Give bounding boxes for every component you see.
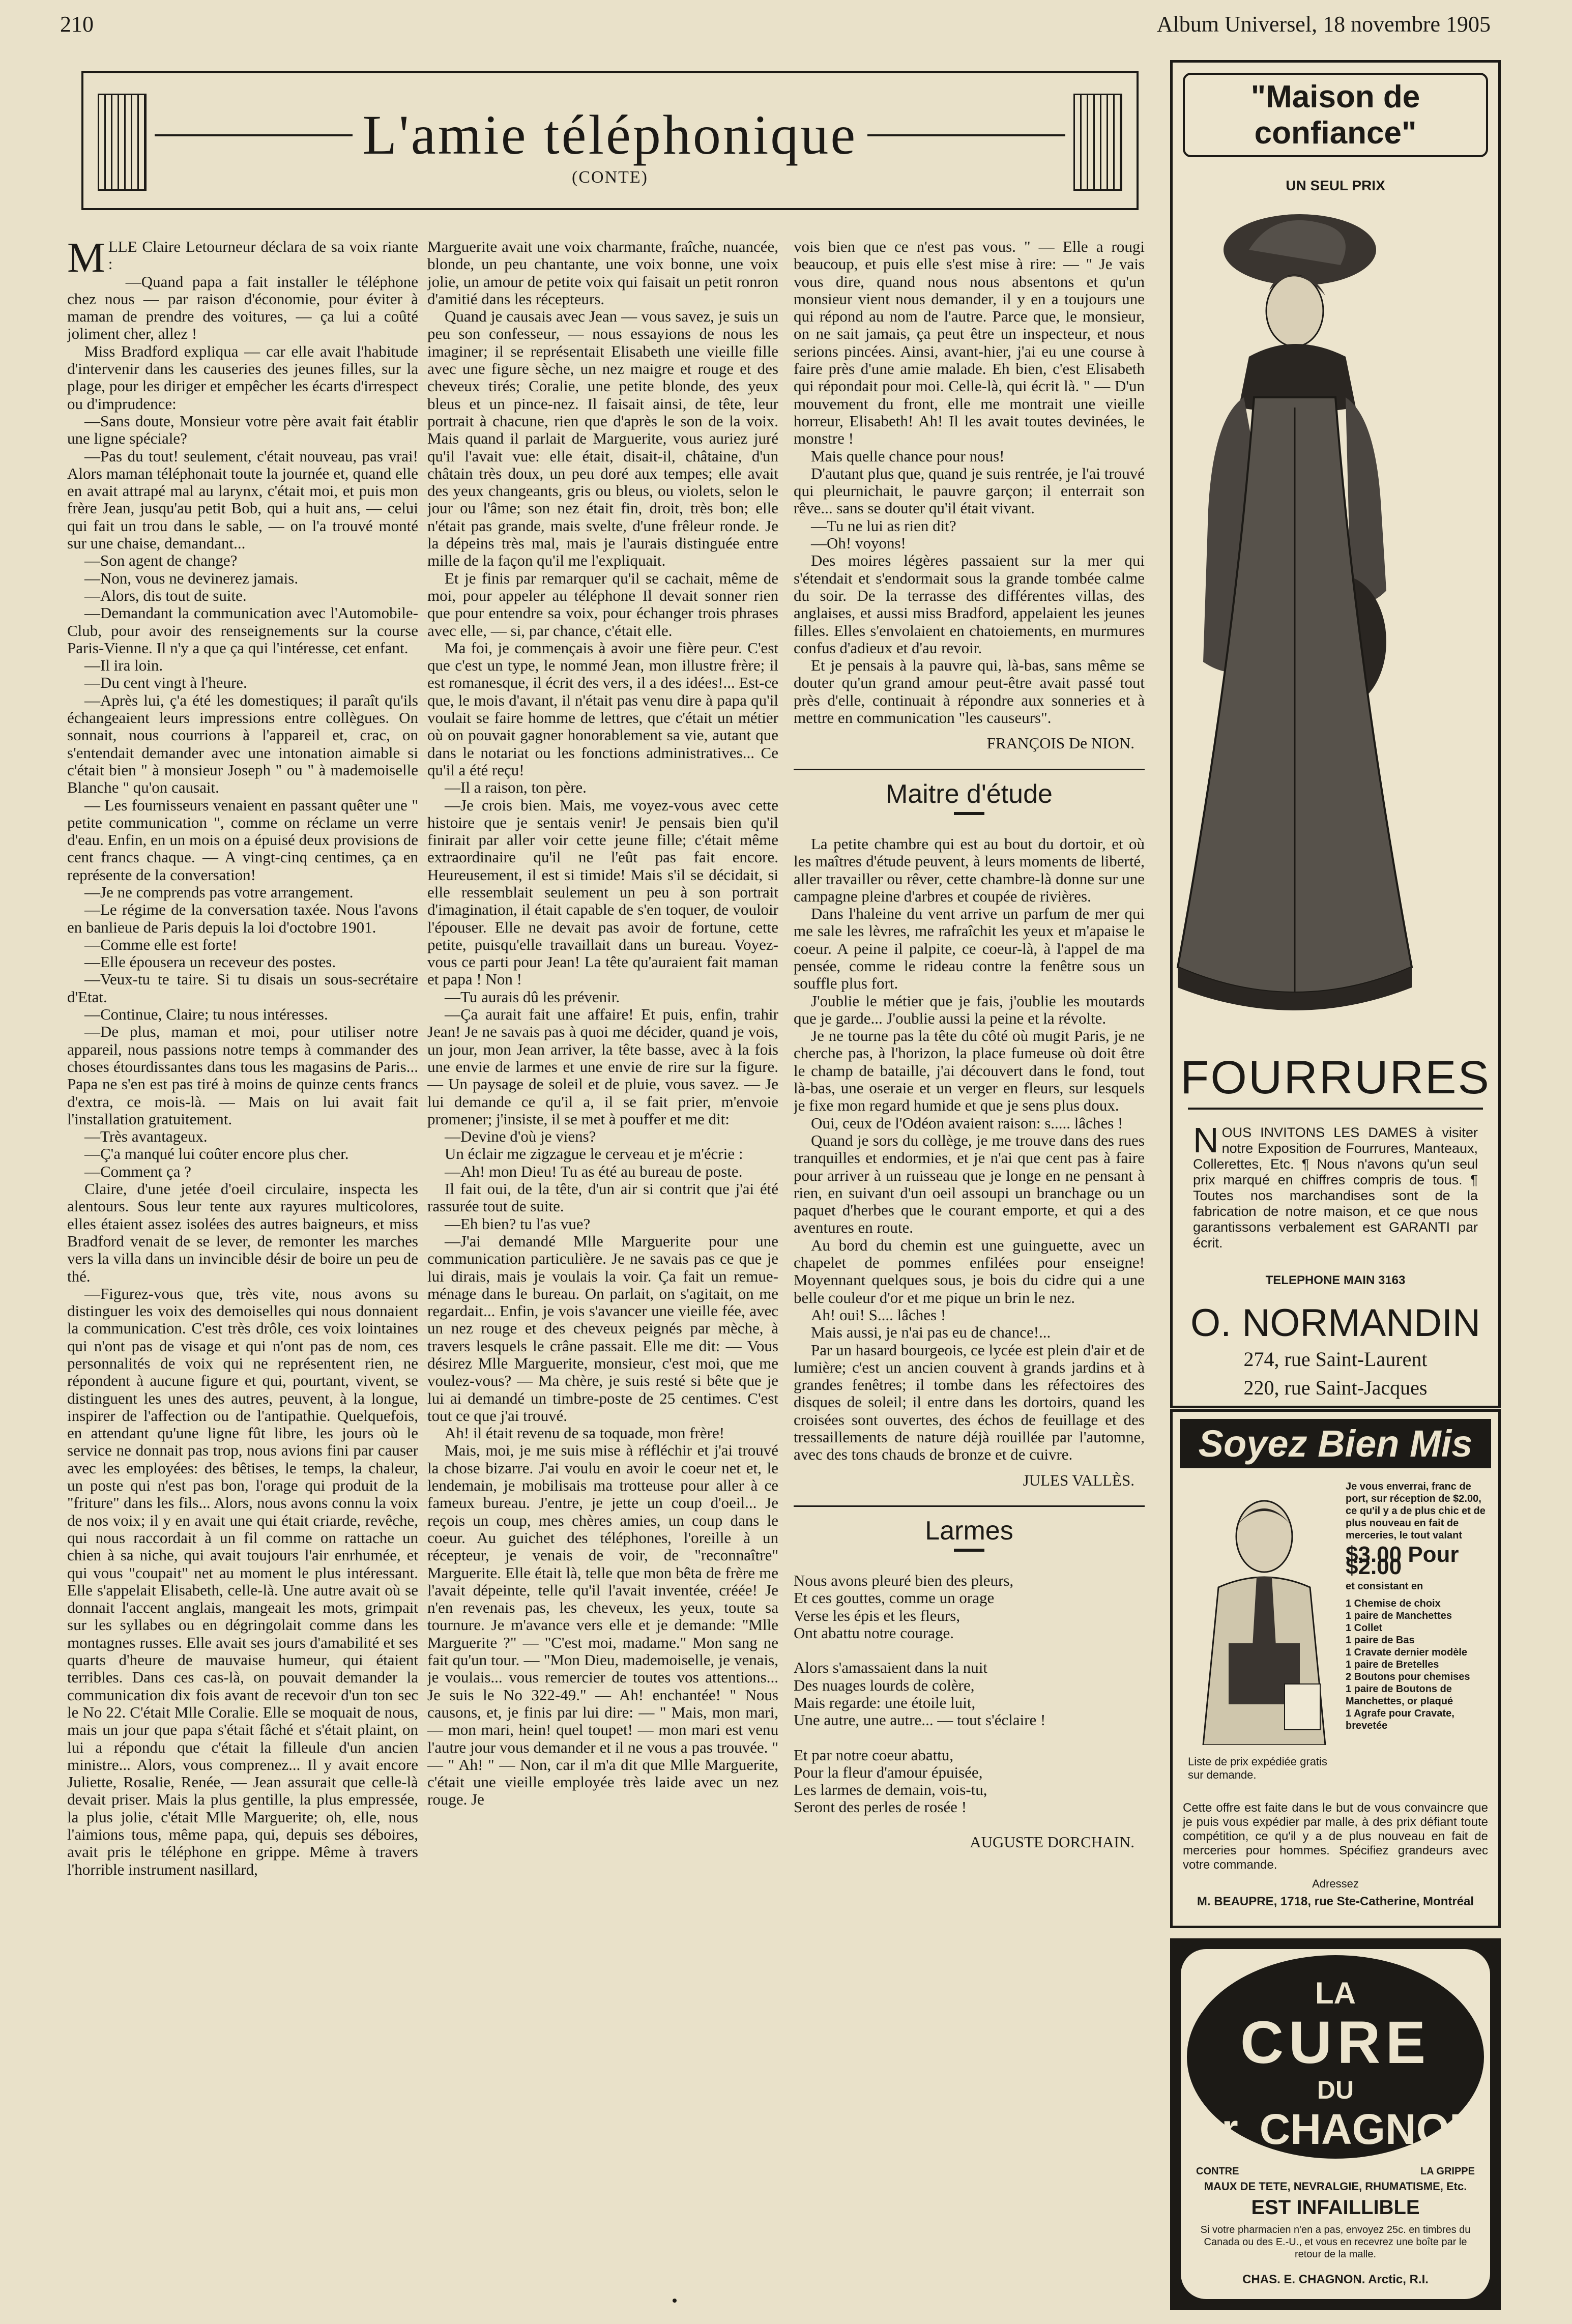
- larmes-title: Larmes: [925, 1516, 1013, 1546]
- poem-line: Seront des perles de rosée !: [794, 1798, 967, 1816]
- ad-telephone: TELEPHONE MAIN 3163: [1265, 1273, 1406, 1287]
- paragraph: —Demandant la communication avec l'Automobile-Club, pour avoir des renseignements sur la course Paris-Vienne. Il n'y a que ça qui l'intéresse, cet enfant.: [67, 604, 418, 657]
- ad-drop-cap: N: [1193, 1120, 1219, 1160]
- poem-line: Nous avons pleuré bien des pleurs,: [794, 1572, 1014, 1590]
- paragraph: Claire, d'une jetée d'oeil circulaire, inspecta les alentours. Sous leur tente aux rayures multicolores, elles étaient assez isolées des autres baigneurs, et miss Bradford venait de se lever, de remonter les marches vers la villa dans un invincible désir de boire un peu de thé.: [67, 1180, 418, 1285]
- paragraph: —Devine d'où je viens?: [445, 1127, 596, 1146]
- paragraph: —Figurez-vous que, très vite, nous avons su distinguer les voix des demoiselles qui nous donnaient la communication. C'est très drôle, ces voix lointaines qui n'ont pas de visage et qui n'ont pas de nom, ces personnalités de voix qui ne représentent rien, ne répondent à aucune figure et qui, pourtant, vivent, se distinguent les unes des autres, peuvent, à la longue, inspirer de l'affection ou de l'antipathie. Quelquefois, en attendant qu'une ligne fût libre, les jours où le service ne donnait pas trop, nous avions fini par causer avec les employées: des bêtises, le temps, la chaleur, un poste qui n'est pas bon, l'orage qui produit de la "friture" dans les fils... Alors, nous avons connu la voix de nos voix; il y en avait une qui était criarde, revêche, qui nous raccordait à un fil comme on rattache un chien à sa niche, qui avait toujours l'air enrhumée, et qui vous "coupait" net au moment le plus intéressant. Elle s'appelait Elisabeth, celle-là. Une autre avait où se donnait l'accent anglais, mangeait les mots, grimpait sur les syllabes ou en dégringolait comme dans les montagnes russes. Elle avait ses jours d'amabilité et ses quarts d'heure de mauvaise humeur, qui étaient terribles. Dans ces cas-là, on pouvait demander la communication dix fois avant de recevoir d'un ton sec le No 22. C'était Mlle Coralie. Elle se moquait de nous, mais un jour que papa s'était fâché et s'était plaint, on lui a répondu que c'était la filleule d'un ancien ministre... Alors, vous comprenez... Il y avait encore Juliette, Rosalie, Renée, — Jean assurait que celle-là devait priser. Mais la plus gentille, la plus empressée, la plus jolie, c'était Mlle Marguerite; oh, elle, nous l'aimions tous, même papa, qui, depuis ses déboires, avait pris le téléphone en grippe. Même à travers l'horrible instrument nasillard,: [67, 1284, 418, 1878]
- ad-price-line: UN SEUL PRIX: [1286, 178, 1385, 193]
- paragraph: —Pas du tout! seulement, c'était nouveau, pas vrai! Alors maman téléphonait toute la journée et, quand elle en avait attrapé mal au larynx, c'était moi, et puis mon frère Jean, jusqu'au petit Bob, qui a huit ans, — celui qui fait un trou dans le sable, — on l'a trouvé monté sur une chaise, demandant...: [67, 447, 418, 553]
- paragraph: Marguerite avait une voix charmante, fraîche, nuancée, blonde, un peu chantante, une voix bonne, une voix jolie, un amour de petite voix qui faisait un petit ronron d'amitié dans les récepteurs.: [427, 238, 778, 308]
- paragraph: —Il ira loin.: [84, 656, 163, 675]
- ad-oval-banner: [1187, 1955, 1484, 2159]
- column-3: [794, 238, 1145, 2273]
- ad-list-item: 1 paire de Manchettes: [1346, 1610, 1452, 1621]
- paragraph: Au bord du chemin est une guinguette, avec un chapelet de pommes enfilées pour enseigne! Moyennant quelques sous, je bois du cidre qui a une belle couleur d'or et me pique un brin le nez.: [794, 1236, 1145, 1306]
- paragraph: Ma foi, je commençais à avoir une fière peur. C'est que c'est un type, le nommé Jean, mon illustre frère; il est romanesque, il écrit des vers, il a des idées!... Est-ce que, le mois d'avant, il n'était pas venu dire à papa qu'il voulait se faire homme de lettres, que c'était un métier où on pouvait gagner honorablement sa vie, autant que dans le notariat ou les fonctions administratives... Ce qu'il a été reçu!: [427, 638, 778, 779]
- ad-du: DU: [1317, 2076, 1354, 2104]
- poem-stanza: [794, 1659, 1145, 1729]
- larmes-poem: [794, 1572, 1145, 1816]
- paragraph: —Je crois bien. Mais, me voyez-vous avec cette histoire que je sentais venir! Je pensais bien qu'il finirait par aller voir cette jeune fille; c'était même extraordinaire qu'il ne l'eût pas fait encore. Heureusement, il est si timide! Mais s'il se décidait, si elle ressemblait seulement un peu à son portrait d'imagination, il était capable de s'en toquer, de vouloir l'épouser. Elle ne devait pas avoir de fortune, cette petite, puisqu'elle travaillait dans un bureau. Voyez-vous ce parti pour Jean! La tête qu'auraient fait maman et papa ! Non !: [427, 796, 778, 989]
- ad-consist: et consistant en: [1346, 1581, 1423, 1592]
- poem-line: Alors s'amassaient dans la nuit: [794, 1659, 987, 1677]
- article-title: L'amie téléphonique: [353, 104, 867, 166]
- paragraph-text: LLE Claire Letourneur déclara de sa voix riante :: [108, 238, 418, 273]
- poem-line: Mais regarde: une étoile luit,: [794, 1693, 976, 1711]
- paragraph: —Comme elle est forte!: [84, 935, 238, 953]
- paragraph: Quand je sors du collège, je me trouve dans des rues tranquilles et endormies, et je n'ai que cent pas à faire pour arriver à un ruisseau que je longe en ne pensant à rien, en suivant d'un oeil assoupi un branchage ou un paquet d'herbes que le courant emporte, et qui a des aventures en route.: [794, 1131, 1145, 1237]
- ad-heading: "Maison de confiance": [1183, 73, 1488, 157]
- paragraph: Ah! oui! S.... lâches !: [811, 1305, 946, 1324]
- cure-chagnon-advertisement: [1170, 1938, 1501, 2310]
- man-portrait-illustration: [1188, 1491, 1341, 1745]
- paragraph: Il fait oui, de la tête, d'un air si contrit que j'ai été rassurée tout de suite.: [427, 1180, 778, 1215]
- paragraph: —Veux-tu te taire. Si tu disais un sous-secrétaire d'Etat.: [67, 970, 418, 1006]
- ad-cure: CURE: [1240, 2009, 1431, 2076]
- poem-line: Et par notre coeur abattu,: [794, 1746, 954, 1764]
- paragraph: vois bien que ce n'est pas vous. " — Elle a rougi beaucoup, et puis elle s'est mise à rire: — " Je vais vous dire, quand nous nous absentons et qu'un monsieur vient nous demander, il y en a toujours une qui répond au nom de l'autre. Parce que, le monsieur, on ne sait jamais, ça peut être un inspecteur, et nous serions pincées. Ainsi, avant-hier, j'ai eu une course à faire près d'une amie malade. Eh bien, c'est Elisabeth qui répondait pour moi. Celle-là, qui écrit là. " — D'un mouvement du front, elle me montrait une vieille horreur, Elisabeth! Ah! Il les avait toutes devinées, le monstre !: [794, 238, 1145, 448]
- poem-line: Une autre, une autre... — tout s'éclaire !: [794, 1711, 1046, 1729]
- ad-address-1: 274, rue Saint-Laurent: [1243, 1348, 1428, 1371]
- paragraph: —Alors, dis tout de suite.: [84, 586, 247, 604]
- ad-list-item: 2 Boutons pour chemises: [1346, 1671, 1470, 1682]
- ad-item-list: [1346, 1597, 1488, 1732]
- poem-stanza: [794, 1747, 1145, 1816]
- ad-contre: CONTRE: [1196, 2166, 1239, 2177]
- paragraph: —Tu aurais dû les prévenir.: [445, 987, 620, 1006]
- poem-line: Des nuages lourds de colère,: [794, 1676, 975, 1694]
- paragraph: —Continue, Claire; tu nous intéresses.: [84, 1005, 328, 1024]
- paragraph: —Non, vous ne devinerez jamais.: [84, 569, 299, 587]
- ad-list-item: 1 paire de Bretelles: [1346, 1659, 1439, 1670]
- ad-infaillible: EST INFAILLIBLE: [1251, 2196, 1420, 2219]
- paragraph: Des moires légères passaient sur la mer qui s'étendait et s'endormait sous la grande tombée calme du soir. De la terrasse des différentes villas, des anglaises, et aussi miss Bradford, appelaient les jeunes filles. Elles s'envolaient en chatoiements, en murmures confus d'adieux et d'au revoir.: [794, 551, 1145, 657]
- ad-list-item: 1 paire de Bas: [1346, 1635, 1415, 1646]
- paragraph: —Son agent de change?: [84, 551, 238, 570]
- column-3-body: [794, 238, 1145, 727]
- paragraph: [67, 238, 418, 281]
- paragraph: —Très avantageux.: [84, 1127, 208, 1146]
- paragraph: Oui, ceux de l'Odéon avaient raison: s..... lâches !: [811, 1114, 1123, 1132]
- paragraph: Mais, moi, je me suis mise à réfléchir et j'ai trouvé la chose bizarre. J'ai voulu en avoir le coeur net et, le lendemain, je mobilisais ma trotteuse pour aller à ce fameux bureau. J'entre, je jette un coup d'oeil... Je reçois un coup, mes chères amies, un coup dans le coeur. Au guichet des téléphones, l'oreille à un récepteur, je venais de voir, de "reconnaître" Marguerite. Elle était là, telle que mon bêta de frère me l'avait dépeinte, telle qu'il l'avait inventée, créée! Je n'en revenais pas, les cheveux, les yeux, toute sa tournure. Je m'avance vers elle et je demande: "Mlle Marguerite ?" — "C'est moi, madame." Mon sang ne fait qu'un tour. — "Mon Dieu, mademoiselle, je venais, je voulais... vous remercier de toutes vos attentions... Je suis le No 322-49." — Ah! enchantée! " Nous causons, et, je finis par lui dire: — " Mais, mon mari, — mon mari, hein! quel toupet! — mon mari est venu l'autre jour vous demander et il ne vous a pas trouvée. " — " Ah! " — Non, car il m'a dit que Mlle Marguerite, c'était une vieille employée très laide avec un nez rouge. Je: [427, 1441, 778, 1809]
- ad-list-item: 1 paire de Boutons de Manchettes, or plaqué: [1346, 1683, 1453, 1707]
- ad-offer-text: Cette offre est faite dans le but de vous convaincre que je puis vous expédier par malle, à des prix défiant toute compétition, ce qu'il y a de plus nouveau en fait de merceries pour hommes. Spécifiez grandeurs avec votre commande.: [1183, 1801, 1488, 1872]
- ad-list-item: 1 Agrafe pour Cravate, brevetée: [1346, 1708, 1454, 1731]
- paragraph: —J'ai demandé Mlle Marguerite pour une communication particulière. Je ne savais pas ce que je lui dirais, mais je voulais la voir. Ça fait un remue-ménage dans le bureau. On parlait, on s'agitait, on me regardait... Enfin, je vois s'avancer une vieille fée, avec un nez rouge et des cheveux peignés par mèche, à travers lesquels le crâne passait. Elle me dit: — Vous désirez Mlle Marguerite, monsieur, c'est moi, que me voulez-vous? — Ma chère, je suis resté si bête que je lui ai demandé un timbre-poste de 25 centimes. C'est tout ce que j'ai trouvé.: [427, 1232, 778, 1425]
- ad-caption: Liste de prix expédiée gratis sur demande.: [1188, 1755, 1327, 1781]
- paragraph: Mais aussi, je n'ai pas eu de chance!...: [811, 1323, 1051, 1342]
- ad-ailments: MAUX DE TETE, NEVRALGIE, RHUMATISME, Etc.: [1204, 2180, 1467, 2193]
- soyez-bien-mis-advertisement: [1170, 1409, 1501, 1928]
- paragraph: Par un hasard bourgeois, ce lycée est plein d'air et de lumière; c'est un ancien couvent à grands jardins et à grandes fenêtres; il tombe dans les réfectoires des disques de soleil; il entre dans les dortoirs, quand les croisées sont ouvertes, des échos de feuillage et des tressaillements de nature déjà rouillée par l'automne, avec des tons chauds de bronze et de cuivre.: [794, 1341, 1145, 1464]
- paragraph: Un éclair me zigzague le cerveau et je m'écrie :: [445, 1145, 743, 1163]
- paragraph: Et je finis par remarquer qu'il se cachait, même de moi, pour appeler au téléphone Il devait sonner rien que pour entendre sa voix, pour échanger trois phrases avec elle, — si, par chance, c'était elle.: [427, 569, 778, 640]
- ad-price: $3.00 Pour $2.00: [1346, 1542, 1459, 1579]
- paragraph: —Sans doute, Monsieur votre père avait fait établir une ligne spéciale?: [67, 412, 418, 448]
- poem-line: Verse les épis et les fleurs,: [794, 1606, 960, 1624]
- ad-grippe: LA GRIPPE: [1420, 2166, 1475, 2177]
- woman-in-fur-coat-illustration: [1173, 204, 1417, 1028]
- ad-list-item: 1 Chemise de choix: [1346, 1598, 1441, 1609]
- ad-list-item: 1 Collet: [1346, 1622, 1383, 1634]
- title-dash: [954, 812, 984, 815]
- ad-heading: Soyez Bien Mis: [1180, 1419, 1491, 1468]
- title-dash: [954, 1549, 984, 1552]
- paragraph: —Ah! mon Dieu! Tu as été au bureau de poste.: [445, 1162, 743, 1180]
- paragraph: Et je pensais à la pauvre qui, là-bas, sans même se douter qu'un grand amour peut-être avait passé tout près d'elle, continuait à répondre aux sonneries et à mettre en communication "les causeurs".: [794, 656, 1145, 727]
- poem-line: Pour la fleur d'amour épuisée,: [794, 1763, 983, 1781]
- paragraph: — Les fournisseurs venaient en passant quêter une " petite communication ", comme on réclame un verre d'eau. Enfin, en un mois on a épuisé deux provisions de cent francs chaque. — A vingt-cinq centimes, ça en représente de la conversation!: [67, 796, 418, 884]
- paragraph: —Ça aurait fait une affaire! Et puis, enfin, trahir Jean! Je ne savais pas à quoi me décider, quand je vois, un jour, mon Jean arriver, la tête basse, avec à la fois une envie de larmes et une envie de rire sur la figure. — Un paysage de soleil et de pluie, vous savez. — Je lui demande ce qu'il a, il se fait prier, m'envoie promener; j'insiste, il se met à pouffer et me dit:: [427, 1005, 778, 1128]
- maitre-body: [794, 835, 1145, 1464]
- paragraph: —De plus, maman et moi, pour utiliser notre appareil, nous passions notre temps à commander des choses étourdissantes dans tous les magasins de Paris... Papa ne s'en est pas tiré à moins de quinze cents francs d'extra, ce mois-là. — Mais on lui avait fait l'installation gratuitement.: [67, 1023, 418, 1128]
- ad-intro: Je vous enverrai, franc de port, sur réception de $2.00, ce qu'il y a de plus chic et de plus nouveau en fait de merceries, le tout valant: [1346, 1481, 1486, 1541]
- column-1-body: [67, 273, 418, 1878]
- ad-doctor-name: Dr. CHAGNON: [1190, 2105, 1480, 2153]
- ad-la: LA: [1315, 1976, 1356, 2010]
- paragraph: —Du cent vingt à l'heure.: [84, 674, 247, 692]
- ad-list-item: 1 Cravate dernier modèle: [1346, 1647, 1467, 1658]
- ad-text: [1193, 1120, 1478, 1251]
- ad-address: CHAS. E. CHAGNON. Arctic, R.I.: [1242, 2273, 1429, 2286]
- page-ornament-dot: [673, 2299, 677, 2303]
- running-header: Album Universel, 18 novembre 1905: [1156, 12, 1491, 37]
- paragraph: —Je ne comprends pas votre arrangement.: [84, 883, 354, 901]
- ad-body: OUS INVITONS LES DAMES à visiter notre Exposition de Fourrures, Manteaux, Collerettes, Etc. ¶ Nous n'avons qu'un seul prix marqué en chiffres compris de tous. ¶ Toutes nos marchandises sont de la fabrication de notre maison, et ce que nous garantissons verbalement est GARANTI par écrit.: [1193, 1125, 1478, 1251]
- paragraph: La petite chambre qui est au bout du dortoir, et où les maîtres d'étude peuvent, à leurs moments de liberté, aller travailler ou rêver, cette chambre-là donne sur une campagne pleine d'arbres et coupée de rivières.: [794, 834, 1145, 905]
- paragraph: —Comment ça ?: [84, 1162, 192, 1180]
- fourrures-advertisement: [1170, 60, 1501, 1408]
- paragraph: —Quand papa a fait installer le téléphone chez nous — par raison d'économie, pour éviter à maman de prendre des voitures, — ça lui a coûté joliment cher, allez !: [67, 272, 418, 343]
- poem-line: Les larmes de demain, vois-tu,: [794, 1781, 987, 1799]
- ad-rule: [1188, 1108, 1483, 1110]
- ad-address-2: 220, rue Saint-Jacques: [1243, 1376, 1428, 1399]
- page-number: 210: [60, 12, 94, 37]
- drop-cap: M: [67, 238, 105, 281]
- paragraph: —Il a raison, ton père.: [445, 778, 587, 797]
- article-subtitle: (CONTE): [572, 168, 648, 187]
- paragraph: —Après lui, ç'a été les domestiques; il paraît qu'ils échangeaient leurs impressions entre collègues. On sonnait, nous courrions à l'appareil et, crac, on s'entendait demander avec une intonation aimable si c'était bien " à monsieur Joseph " ou " à mademoiselle Blanche " qu'on causait.: [67, 691, 418, 797]
- poem-line: Ont abattu notre courage.: [794, 1624, 954, 1642]
- maitre-signature: JULES VALLÈS.: [1023, 1471, 1134, 1489]
- ad-sign: Adressez: [1312, 1877, 1359, 1890]
- paragraph: Ah! il était revenu de sa toquade, mon frère!: [445, 1424, 725, 1442]
- paragraph: Quand je causais avec Jean — vous savez, je suis un peu son confesseur, — nous essayions de nous les imaginer; il se représentait Elisabeth une vieille fille avec une figure sèche, un nez maigre et rouge et des cheveux tirés; Coralie, une petite blonde, des yeux bleus et un pince-nez. Il faisait ainsi, de tête, leur portrait à chacune, rien que d'après le son de la voix. Mais quand il parlait de Marguerite, vous auriez juré qu'il l'avait vue: elle était, disait-il, châtaine, d'un châtain très doux, un peu doré aux tempes; elle avait des yeux changeants, gris ou bleus, ou violets, selon le jour ou l'âme; son nez était fin, droit, très bon; elle n'était pas grande, mais svelte, d'une frêleur ronde. Je la dépeins très mal, mais je l'aurais distinguée entre mille de la façon qu'il me l'expliquait.: [427, 307, 778, 570]
- paragraph: J'oublie le métier que je fais, j'oublie les moutards que je garde... J'oublie aussi la peine et la révolte.: [794, 992, 1145, 1027]
- section-divider: [794, 769, 1145, 770]
- section-divider: [794, 1505, 1145, 1507]
- paragraph: —Ç'a manqué lui coûter encore plus cher.: [84, 1145, 349, 1163]
- paragraph: Miss Bradford expliqua — car elle avait l'habitude d'intervenir dans les causeries des jeunes filles, sur la plage, pour les diriger et empêcher les écarts d'irrespect ou d'imprudence:: [67, 342, 418, 413]
- paragraph: Dans l'haleine du vent arrive un parfum de mer qui me sale les lèvres, me rafraîchit les yeux et m'apaise le coeur. A peine il palpite, ce coeur-là, à l'appel de ma pensée, comme le rideau contre la fenêtre sous un souffle plus fort.: [794, 905, 1145, 993]
- ad-text: Si votre pharmacien n'en a pas, envoyez 25c. en timbres du Canada ou des E.-U., et vous en recevrez une boîte par le retour de la malle.: [1200, 2224, 1471, 2260]
- ad-company-name: O. NORMANDIN: [1190, 1301, 1480, 1345]
- ad-category: FOURRURES: [1180, 1052, 1491, 1103]
- article-signature: FRANÇOIS De NION.: [986, 734, 1134, 752]
- poem-stanza: [794, 1572, 1145, 1642]
- article-title-block: [81, 71, 1139, 210]
- paragraph: —Eh bien? tu l'as vue?: [445, 1214, 591, 1233]
- paragraph: Mais quelle chance pour nous!: [811, 447, 1005, 465]
- paragraph: —Elle épousera un receveur des postes.: [84, 953, 336, 971]
- paragraph: —Le régime de la conversation taxée. Nous l'avons en banlieue de Paris depuis la loi d'octobre 1901.: [67, 900, 418, 936]
- paragraph: Je ne tourne pas la tête du côté où mugit Paris, je ne cherche pas, à l'horizon, la place fumeuse où doit être le champ de bataille, j'ai découvert dans le fond, tout là-bas, une oseraie et un verger en fleurs, sur lesquels je fixe mon regard humide et que je sens plus doux.: [794, 1027, 1145, 1115]
- maitre-title: Maitre d'étude: [886, 779, 1053, 809]
- paragraph: —Tu ne lui as rien dit?: [811, 516, 956, 535]
- paragraph: D'autant plus que, quand je suis rentrée, je l'ai trouvé qui pleurnichait, le pauvre garçon; il enterrait son rêve... sans se douter qu'il était vivant.: [794, 464, 1145, 517]
- column-2: [427, 238, 778, 2273]
- column-2-body: [427, 238, 778, 1809]
- larmes-signature: AUGUSTE DORCHAIN.: [970, 1833, 1134, 1851]
- column-1: [67, 238, 418, 2273]
- poem-line: Et ces gouttes, comme un orage: [794, 1589, 995, 1607]
- paragraph: —Oh! voyons!: [811, 534, 906, 553]
- ad-address: M. BEAUPRE, 1718, rue Ste-Catherine, Montréal: [1197, 1895, 1474, 1908]
